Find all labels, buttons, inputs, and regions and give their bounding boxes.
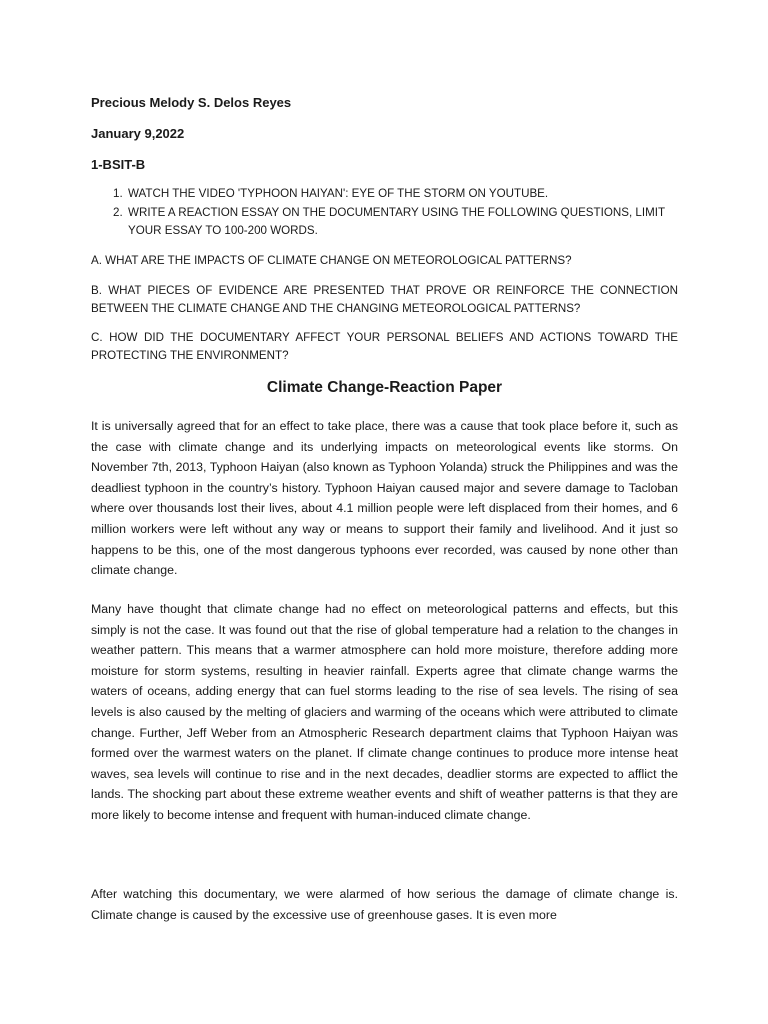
document-date: January 9,2022 [91, 126, 185, 141]
essay-title: Climate Change-Reaction Paper [266, 379, 503, 396]
instruction-text: WATCH THE VIDEO 'TYPHOON HAIYAN': EYE OF THE STORM ON YOUTUBE. [128, 187, 549, 200]
instruction-item [91, 185, 678, 203]
author-name: Precious Melody S. Delos Reyes [91, 95, 292, 110]
instruction-item [91, 204, 678, 240]
question-a: A. WHAT ARE THE IMPACTS OF CLIMATE CHANGE ON METEOROLOGICAL PATTERNS? [91, 254, 572, 267]
essay-paragraph: After watching this documentary, we were alarmed of how serious the damage of climate change is. Climate change is caused by the excessive use of greenhouse gases. It is even more [91, 887, 678, 922]
question-c: C. HOW DID THE DOCUMENTARY AFFECT YOUR PERSONAL BELIEFS AND ACTIONS TOWARD THE PROTECTING THE ENVIRONMENT? [91, 331, 678, 362]
instruction-number: 1. [113, 187, 123, 200]
instruction-number: 2. [113, 206, 123, 219]
essay-paragraph: Many have thought that climate change had no effect on meteorological patterns and effects, but this simply is not the case. It was found out that the rise of global temperature had a relation to the changes in weather pattern. This means that a warmer atmosphere can hold more moisture, therefore adding more moisture for storm systems, resulting in heavier rainfall. Experts agree that climate change warms the waters of oceans, adding energy that can fuel storms leading to the rise of sea levels. The rising of sea levels is also caused by the melting of glaciers and warming of the oceans which were attributed to climate change. Further, Jeff Weber from an Atmospheric Research department claims that Typhoon Haiyan was formed over the warmest waters on the planet. If climate change continues to produce more intense heat waves, sea levels will continue to rise and in the next decades, deadlier storms are expected to afflict the lands. The shocking part about these extreme weather events and shift of weather patterns is that they are more likely to become intense and frequent with human-induced climate change. [91, 602, 678, 822]
question-b: B. WHAT PIECES OF EVIDENCE ARE PRESENTED THAT PROVE OR REINFORCE THE CONNECTION BETWEEN THE CLIMATE CHANGE AND THE CHANGING METEOROLOGICAL PATTERNS? [91, 284, 678, 315]
instruction-text: WRITE A REACTION ESSAY ON THE DOCUMENTARY USING THE FOLLOWING QUESTIONS, LIMIT YOUR ESSAY TO 100-200 WORDS. [128, 206, 665, 237]
class-section: 1-BSIT-B [91, 157, 146, 172]
essay-paragraph: It is universally agreed that for an effect to take place, there was a cause that took place before it, such as the case with climate change and its underlying impacts on meteorological events like storms. On November 7th, 2013, Typhoon Haiyan (also known as Typhoon Yolanda) struck the Philippines and was the deadliest typhoon in the country’s history. Typhoon Haiyan caused major and severe damage to Tacloban where over thousands lost their lives, about 4.1 million people were left displaced from their homes, and 6 million workers were left without any way or means to support their family and livelihood. And it just so happens to be this, one of the most dangerous typhoons ever recorded, was caused by none other than climate change. [91, 419, 678, 578]
instruction-list [91, 185, 678, 241]
